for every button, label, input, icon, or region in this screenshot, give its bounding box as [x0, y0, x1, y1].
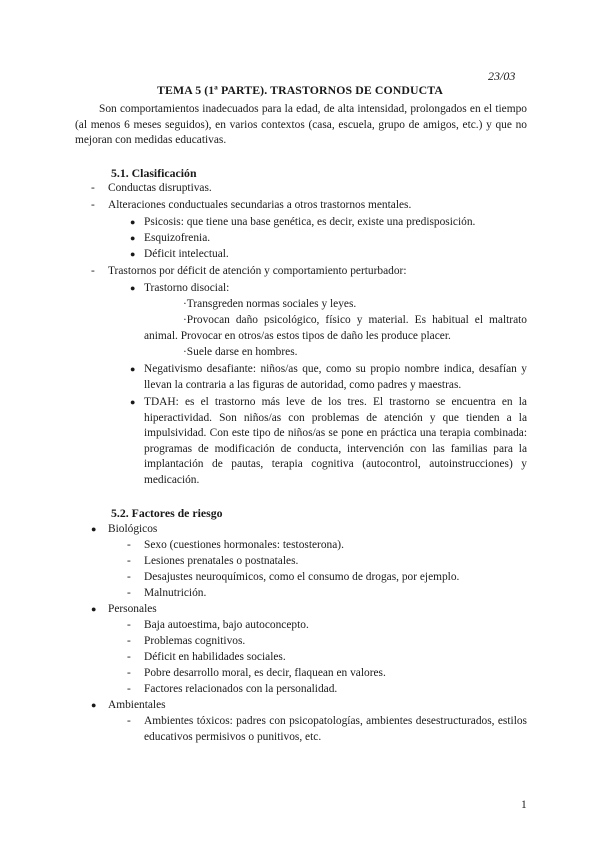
dash-bullet: - — [127, 715, 131, 727]
round-bullet-icon: ● — [130, 233, 136, 243]
disocial-detail: ·Provocan daño psicológico, físico y material. Es habitual el maltrato animal. Provocar en otros/as estos tipos de daño les produce placer. — [144, 314, 527, 342]
disocial-detail: ·Transgreden normas sociales y leyes. — [183, 298, 357, 310]
page-title: TEMA 5 (1ª PARTE). TRASTORNOS DE CONDUCTA — [157, 83, 443, 97]
section-heading-clasificacion: 5.1. Clasificación — [111, 166, 197, 180]
dash-bullet: - — [127, 683, 131, 695]
group-label: Ambientales — [108, 699, 166, 711]
list-item-text: TDAH: es el trastorno más leve de los tres. El trastorno se encuentra en la hiperactividad. Son niños/as con problemas de atención y que tienden a la impulsividad. Con este tipo de niños/as se pone en práctica una terapia combinada: programas de modificación de conducta, intervención con las familias para la implantación de pautas, terapia cognitiva (autocontrol, autoinstrucciones) y medicación. — [144, 396, 527, 486]
dash-bullet: - — [91, 199, 95, 211]
list-item-text: Baja autoestima, bajo autoconcepto. — [144, 619, 309, 631]
round-bullet-icon: ● — [91, 524, 97, 534]
section-heading-factores: 5.2. Factores de riesgo — [111, 506, 223, 520]
round-bullet-icon: ● — [91, 604, 97, 614]
disocial-detail: ·Suele darse en hombres. — [183, 346, 298, 358]
round-bullet-icon: ● — [130, 364, 136, 374]
round-bullet-icon: ● — [130, 249, 136, 259]
dash-bullet: - — [127, 539, 131, 551]
dash-bullet: - — [127, 651, 131, 663]
group-label: Personales — [108, 603, 157, 615]
list-item-text: Malnutrición. — [144, 587, 207, 599]
list-item-text: Conductas disruptivas. — [108, 182, 212, 194]
round-bullet-icon: ● — [130, 283, 136, 293]
dash-bullet: - — [91, 182, 95, 194]
list-item-text: Psicosis: que tiene una base genética, es decir, existe una predisposición. — [144, 216, 476, 228]
dash-bullet: - — [127, 555, 131, 567]
list-item-text: Déficit intelectual. — [144, 248, 229, 260]
list-item-text: Pobre desarrollo moral, es decir, flaquean en valores. — [144, 667, 386, 679]
dash-bullet: - — [91, 265, 95, 277]
group-label: Biológicos — [108, 523, 158, 535]
list-item-text: Trastorno disocial: — [144, 282, 230, 294]
dash-bullet: - — [127, 587, 131, 599]
list-item-text: Lesiones prenatales o postnatales. — [144, 555, 299, 567]
date-label: 23/03 — [488, 69, 516, 83]
list-item-text: Problemas cognitivos. — [144, 635, 246, 647]
intro-paragraph: Son comportamientos inadecuados para la edad, de alta intensidad, prolongados en el tiempo (al menos 6 meses seguidos), en varios contextos (casa, escuela, grupo de amigos, etc.) y que no mejoran con medidas educativas. — [75, 103, 527, 146]
list-item-text: Trastornos por déficit de atención y comportamiento perturbador: — [108, 265, 407, 277]
dash-bullet: - — [127, 571, 131, 583]
list-item-text: Alteraciones conductuales secundarias a otros trastornos mentales. — [108, 199, 412, 211]
list-item-text: Esquizofrenia. — [144, 232, 211, 244]
dash-bullet: - — [127, 635, 131, 647]
dash-bullet: - — [127, 619, 131, 631]
page-number: 1 — [521, 799, 527, 811]
round-bullet-icon: ● — [130, 397, 136, 407]
list-item-text: Factores relacionados con la personalidad. — [144, 683, 338, 695]
list-item-text: Ambientes tóxicos: padres con psicopatologías, ambientes desestructurados, estilos educativos permisivos o punitivos, etc. — [144, 715, 527, 743]
round-bullet-icon: ● — [91, 700, 97, 710]
list-item-text: Déficit en habilidades sociales. — [144, 651, 286, 663]
dash-bullet: - — [127, 667, 131, 679]
list-item-text: Negativismo desafiante: niños/as que, como su propio nombre indica, desafían y llevan la contraria a las figuras de autoridad, como padres y maestras. — [144, 363, 527, 391]
round-bullet-icon: ● — [130, 217, 136, 227]
list-item-text: Desajustes neuroquímicos, como el consumo de drogas, por ejemplo. — [144, 571, 460, 583]
list-item-text: Sexo (cuestiones hormonales: testosterona). — [144, 539, 344, 551]
